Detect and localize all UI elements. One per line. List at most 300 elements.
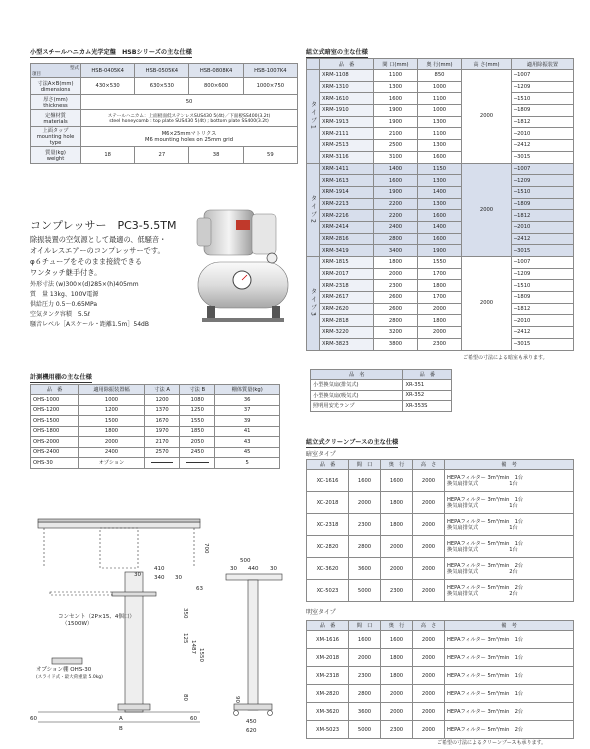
cell: XRM-2216: [320, 210, 374, 222]
cell: 1600: [418, 210, 462, 222]
cell: XR-351: [403, 380, 452, 391]
header-blank: [307, 59, 320, 70]
cell: 59: [243, 147, 297, 164]
table-row: [307, 93, 574, 105]
cell: HEPAフィルター 3m³/min 1台 換気扇排気式 1台: [445, 470, 574, 492]
table-row: [307, 105, 574, 117]
cell: 1250: [180, 405, 215, 416]
cell: 1970: [145, 426, 180, 437]
col-header: 品 名: [311, 370, 403, 380]
cell: ─1809: [512, 198, 574, 210]
table-row: [31, 416, 280, 427]
cell: 2200: [374, 198, 418, 210]
cell: 2800: [349, 685, 381, 703]
col-header: 奥 行: [381, 460, 413, 470]
cell: 430×530: [81, 78, 135, 95]
cell: ─1809: [512, 292, 574, 304]
table-row: [307, 580, 574, 602]
cell: XRM-1910: [320, 105, 374, 117]
cell: 1400: [418, 186, 462, 198]
cell: ステールハニカム：上面板面低ステンレスSUS430 5(4t)／下面板SS400(3.2t) steel honeycomb : top plate SUS430 5(4t) ; bottom plate SS400(3.2t): [81, 110, 298, 127]
cell: 2600: [374, 292, 418, 304]
cell: ─2010: [512, 221, 574, 233]
cell: 2000: [374, 268, 418, 280]
table-row: [307, 268, 574, 280]
dim: 125: [182, 633, 188, 644]
cell: 2000: [381, 703, 413, 721]
row-label: 質量(kg) weight: [31, 147, 81, 164]
cell: ─1007: [512, 70, 574, 82]
table-row: [307, 327, 574, 339]
cell: 小型換気扇(排気式): [311, 380, 403, 391]
cell: HEPAフィルター 5m³/min 2台: [445, 721, 574, 739]
cell: XRM-1914: [320, 186, 374, 198]
dim: 90: [234, 696, 240, 703]
rack-title: 計測機用棚の主な仕様: [30, 374, 92, 381]
dim: 500: [240, 558, 251, 564]
cell: 3100: [374, 151, 418, 163]
table-row: [31, 458, 280, 469]
cell: 1600: [349, 631, 381, 649]
honeycomb-title: 小型スチールハニカム光学定盤 HSBシリーズの主な仕様: [30, 49, 192, 56]
col-header: 間 口(mm): [374, 59, 418, 70]
table-row: [307, 257, 574, 269]
dim-a: A: [119, 716, 123, 722]
cell: XR-353S: [403, 401, 452, 412]
cell: 3800: [374, 338, 418, 350]
cell: 1670: [145, 416, 180, 427]
row-label: 寸法A×B(mm) dimensions: [31, 78, 81, 95]
col-header: 高 さ: [413, 460, 445, 470]
cell: 2000: [381, 558, 413, 580]
cell: 2300: [418, 338, 462, 350]
cell: 1600: [374, 93, 418, 105]
cell: HEPAフィルター 5m³/min 1台: [445, 667, 574, 685]
col-header: 適用除振装置: [512, 59, 574, 70]
dim: 60: [190, 716, 197, 722]
cell: オプション: [79, 458, 145, 469]
cell: 1150: [418, 163, 462, 175]
dim: 410: [154, 566, 165, 572]
cell: 1400: [374, 163, 418, 175]
table-row: [307, 292, 574, 304]
cell: HEPAフィルター 5m³/min 2台 換気扇排気式 2台: [445, 580, 574, 602]
cell: HEPAフィルター 3m³/min 1台: [445, 631, 574, 649]
cell: XRM-2213: [320, 198, 374, 210]
dim: 63: [196, 586, 203, 592]
cell: 1800: [374, 257, 418, 269]
cell: XRM-1610: [320, 93, 374, 105]
cell: 2000: [418, 327, 462, 339]
cell: 18: [81, 147, 135, 164]
cell: 照明用安光ランプ: [311, 401, 403, 412]
cell: XRM-2017: [320, 268, 374, 280]
cell: 1000: [418, 105, 462, 117]
cell: XRM-3116: [320, 151, 374, 163]
cell: 2000: [413, 580, 445, 602]
cell: 850: [418, 70, 462, 82]
cell: [145, 458, 180, 469]
note-shelf: オプション棚 OHS-30: [36, 667, 92, 673]
cell: 2300: [381, 721, 413, 739]
cell: XM-2820: [307, 685, 349, 703]
cell: 1800: [79, 426, 145, 437]
cell: 36: [215, 395, 280, 406]
cell: 1300: [418, 198, 462, 210]
dim: 1487: [190, 640, 196, 654]
cell: 1800: [418, 315, 462, 327]
cell: 2400: [79, 447, 145, 458]
cell: 2000: [413, 470, 445, 492]
cell: 1600: [374, 175, 418, 187]
table-row: [31, 437, 280, 448]
dim: 30: [134, 572, 141, 578]
col-header: 寸法 A: [145, 385, 180, 395]
cell: XRM-2818: [320, 315, 374, 327]
cell: 2000: [413, 514, 445, 536]
table-row: [307, 685, 574, 703]
cell: 1500: [79, 416, 145, 427]
model-header: HSB-1007K4: [243, 64, 297, 78]
darkroom-note: ご希望の寸法による暗室も承ります。: [463, 355, 548, 361]
rack-drawing: [30, 508, 300, 736]
table-row: [307, 703, 574, 721]
cell: OHS-1800: [31, 426, 79, 437]
cell: 2000: [462, 70, 512, 164]
cell: 5000: [349, 721, 381, 739]
cleanbooth-bright-table: [306, 620, 574, 739]
cell: 2000: [413, 649, 445, 667]
table-row: [307, 470, 574, 492]
cell: HEPAフィルター 3m³/min 1台 換気扇排気式 1台: [445, 492, 574, 514]
table-row: [31, 447, 280, 458]
dim: 30: [230, 566, 237, 572]
table-row: [307, 315, 574, 327]
note-shelf: (スライド式・最大荷重量 5.0kg): [36, 675, 103, 680]
col-header: 高 さ: [413, 621, 445, 631]
accessories-table: [310, 369, 452, 412]
compressor-title: コンプレッサー PC3-5.5TM: [30, 219, 177, 232]
cell: 50: [81, 95, 298, 110]
cell: 41: [215, 426, 280, 437]
model-header: HSB-0808K4: [189, 64, 243, 78]
table-row: [307, 81, 574, 93]
cell: 2000: [413, 703, 445, 721]
cell: 38: [189, 147, 243, 164]
col-header: 品 番: [307, 460, 349, 470]
table-row: [307, 721, 574, 739]
cell: 2000: [79, 437, 145, 448]
table-row: [307, 163, 574, 175]
cell: 2100: [374, 128, 418, 140]
col-header: 棚体質量(kg): [215, 385, 280, 395]
row-label: 上面タップ mounting hole type: [31, 127, 81, 147]
header-corner: 型式 項目: [32, 65, 79, 77]
col-header: 品 番: [403, 370, 452, 380]
table-row: [31, 426, 280, 437]
col-header: 奥 行: [381, 621, 413, 631]
cell: 37: [215, 405, 280, 416]
cell: HEPAフィルター 5m³/min 1台 換気扇排気式 1台: [445, 536, 574, 558]
cell: 1100: [374, 70, 418, 82]
cell: 2000: [413, 667, 445, 685]
cell: 2000: [349, 649, 381, 667]
cell: 1000: [79, 395, 145, 406]
cell: XRM-3419: [320, 245, 374, 257]
cell: HEPAフィルター 5m³/min 1台 換気扇排気式 1台: [445, 514, 574, 536]
cell: 2000: [462, 257, 512, 351]
cell: 1850: [180, 426, 215, 437]
cell: 1080: [180, 395, 215, 406]
cell: ─1510: [512, 186, 574, 198]
compressor-desc: 除振装置の空気源として最適の、低騒音・ オイルレスエアーのコンプレッサーです。 φ６チューブをそのまま接続できる ワンタッチ継手付き。: [30, 235, 167, 277]
cell: XRM-2318: [320, 280, 374, 292]
cell: 2050: [180, 437, 215, 448]
cell: 2000: [418, 303, 462, 315]
cell: 2600: [374, 303, 418, 315]
table-row: [307, 175, 574, 187]
dim: 30: [175, 575, 182, 581]
cell: 3200: [374, 327, 418, 339]
cell: 1370: [145, 405, 180, 416]
type-label: タイプ2: [307, 163, 320, 257]
cell: XRM-2620: [320, 303, 374, 315]
cell: XM-2318: [307, 667, 349, 685]
table-row: [307, 186, 574, 198]
cell: XRM-3220: [320, 327, 374, 339]
table-row: [307, 338, 574, 350]
cell: XM-2018: [307, 649, 349, 667]
col-header: 品 番: [320, 59, 374, 70]
cell: 2500: [374, 140, 418, 152]
note-outlet: （1500W）: [62, 621, 93, 627]
cell: 1800: [418, 280, 462, 292]
table-row: [311, 390, 452, 401]
cell: 2300: [349, 667, 381, 685]
cell: ─1209: [512, 175, 574, 187]
cell: XRM-2414: [320, 221, 374, 233]
type-label: タイプ1: [307, 70, 320, 164]
cell: ─2412: [512, 327, 574, 339]
cell: 5: [215, 458, 280, 469]
cell: ─1812: [512, 210, 574, 222]
dim: 60: [30, 716, 37, 722]
cell: OHS-2400: [31, 447, 79, 458]
cell: XRM-2617: [320, 292, 374, 304]
cell: 2300: [381, 580, 413, 602]
cell: 1600: [349, 470, 381, 492]
compressor-image: [192, 200, 302, 340]
cell: ─3015: [512, 245, 574, 257]
cell: XRM-3823: [320, 338, 374, 350]
darkroom-table: [306, 58, 574, 351]
table-row: [307, 649, 574, 667]
cell: 2300: [374, 280, 418, 292]
col-header: 品 番: [307, 621, 349, 631]
cell: HEPAフィルター 3m³/min 1台: [445, 649, 574, 667]
table-row: [311, 380, 452, 391]
cell: 1100: [418, 128, 462, 140]
cell: [180, 458, 215, 469]
cell: 800×600: [189, 78, 243, 95]
cell: 630×530: [135, 78, 189, 95]
table-row: [307, 70, 574, 82]
cell: XC-2318: [307, 514, 349, 536]
cell: 1000×750: [243, 78, 297, 95]
row-label: 厚さ(mm) thickness: [31, 95, 81, 110]
cell: 2000: [413, 685, 445, 703]
darkroom-title: 組立式暗室の主な仕様: [306, 49, 368, 56]
cell: 2000: [413, 492, 445, 514]
cleanbooth-note: ご希望の寸法によるクリーンブースも承ります。: [437, 740, 547, 746]
cell: XC-1616: [307, 470, 349, 492]
cell: ─2010: [512, 128, 574, 140]
cell: 2300: [349, 514, 381, 536]
model-header: HSB-0505K4: [135, 64, 189, 78]
cell: 2000: [381, 536, 413, 558]
cell: ─1510: [512, 280, 574, 292]
table-row: [307, 245, 574, 257]
cell: XRM-2513: [320, 140, 374, 152]
cell: HEPAフィルター 3m³/min 2台: [445, 703, 574, 721]
cell: 1000: [418, 81, 462, 93]
cell: XRM-1310: [320, 81, 374, 93]
compressor-specs: 外形寸法 (w)300×(d)285×(h)405mm 質 量 13kg、100V電源 供給圧力 0.5～0.65MPa 空気タンク容積 5.5ℓ 騒音レベル［Aスケール・距離1.5m］54dB: [30, 281, 149, 328]
table-row: [307, 198, 574, 210]
cell: 1800: [381, 649, 413, 667]
cell: XC-5023: [307, 580, 349, 602]
cell: ─2010: [512, 315, 574, 327]
cell: XRM-1411: [320, 163, 374, 175]
dim: 340: [154, 575, 165, 581]
cell: 1800: [381, 514, 413, 536]
cell: 1200: [145, 395, 180, 406]
cell: 1800: [381, 492, 413, 514]
table-row: [307, 492, 574, 514]
col-header: 品 番: [31, 385, 79, 395]
table-row: [307, 116, 574, 128]
rack-table: [30, 384, 280, 469]
cell: 1400: [418, 221, 462, 233]
cell: OHS-1000: [31, 395, 79, 406]
cell: ─1209: [512, 268, 574, 280]
dim: 620: [246, 728, 257, 734]
cell: M6×25mmマトリクス M6 mounting holes on 25mm grid: [81, 127, 298, 147]
honeycomb-table: [30, 63, 298, 164]
cell: 2570: [145, 447, 180, 458]
cell: 2450: [180, 447, 215, 458]
cell: 2000: [413, 536, 445, 558]
cell: 3400: [374, 245, 418, 257]
cell: 1900: [374, 116, 418, 128]
cell: ─1510: [512, 93, 574, 105]
cell: 3600: [349, 703, 381, 721]
dim: 350: [182, 608, 188, 619]
cell: ─2412: [512, 140, 574, 152]
table-row: [31, 405, 280, 416]
cell: HEPAフィルター 3m³/min 2台 換気扇排気式 2台: [445, 558, 574, 580]
col-header: 適用除振装置幅: [79, 385, 145, 395]
cell: 1900: [374, 105, 418, 117]
cell: 2800: [374, 233, 418, 245]
col-header: 間 口: [349, 621, 381, 631]
cell: 1300: [418, 175, 462, 187]
cell: 1700: [418, 268, 462, 280]
table-row: [307, 151, 574, 163]
cell: OHS-1200: [31, 405, 79, 416]
cell: 1550: [180, 416, 215, 427]
cell: XC-2820: [307, 536, 349, 558]
cell: ─1007: [512, 257, 574, 269]
table-row: [307, 631, 574, 649]
table-row: [307, 140, 574, 152]
dim: 440: [248, 566, 259, 572]
cell: 2170: [145, 437, 180, 448]
note-outlet: コンセント（2P×15、4個口）: [58, 614, 135, 620]
cell: 1700: [418, 292, 462, 304]
cell: XM-5023: [307, 721, 349, 739]
cell: ─1209: [512, 81, 574, 93]
cell: 1300: [418, 140, 462, 152]
cell: 2000: [462, 163, 512, 257]
cell: XRM-2111: [320, 128, 374, 140]
cell: 5000: [349, 580, 381, 602]
dim: 450: [246, 719, 257, 725]
cell: ─3015: [512, 151, 574, 163]
table-row: [311, 401, 452, 412]
cell: 1100: [418, 93, 462, 105]
cell: XM-3620: [307, 703, 349, 721]
cell: ─1812: [512, 303, 574, 315]
cell: 小型換気扇(吸気式): [311, 390, 403, 401]
dark-type-label: 暗室タイプ: [306, 451, 336, 458]
dim: 80: [182, 694, 188, 701]
dim: 30: [270, 566, 277, 572]
cell: 2000: [413, 558, 445, 580]
cleanbooth-dark-table: [306, 459, 574, 602]
cell: 1800: [381, 667, 413, 685]
dim-b: B: [119, 726, 123, 732]
cell: XC-2018: [307, 492, 349, 514]
table-row: [307, 233, 574, 245]
cell: 39: [215, 416, 280, 427]
cell: 1900: [374, 186, 418, 198]
cell: 1600: [418, 151, 462, 163]
cell: 2000: [413, 631, 445, 649]
cell: ─2412: [512, 233, 574, 245]
col-header: 高 さ(mm): [462, 59, 512, 70]
cell: HEPAフィルター 5m³/min 1台: [445, 685, 574, 703]
cell: 2000: [413, 721, 445, 739]
cell: 2800: [374, 315, 418, 327]
dim: 700: [203, 543, 209, 554]
table-row: [307, 210, 574, 222]
cell: XRM-1815: [320, 257, 374, 269]
col-header: 寸法 B: [180, 385, 215, 395]
table-row: [307, 536, 574, 558]
cell: XRM-1913: [320, 116, 374, 128]
type-label: タイプ3: [307, 257, 320, 351]
cell: 3600: [349, 558, 381, 580]
col-header: 間 口: [349, 460, 381, 470]
cell: 1600: [381, 631, 413, 649]
table-row: [307, 558, 574, 580]
cell: XC-3620: [307, 558, 349, 580]
table-row: [307, 303, 574, 315]
cell: ─1007: [512, 163, 574, 175]
col-header: 奥 行(mm): [418, 59, 462, 70]
cell: 2400: [374, 221, 418, 233]
